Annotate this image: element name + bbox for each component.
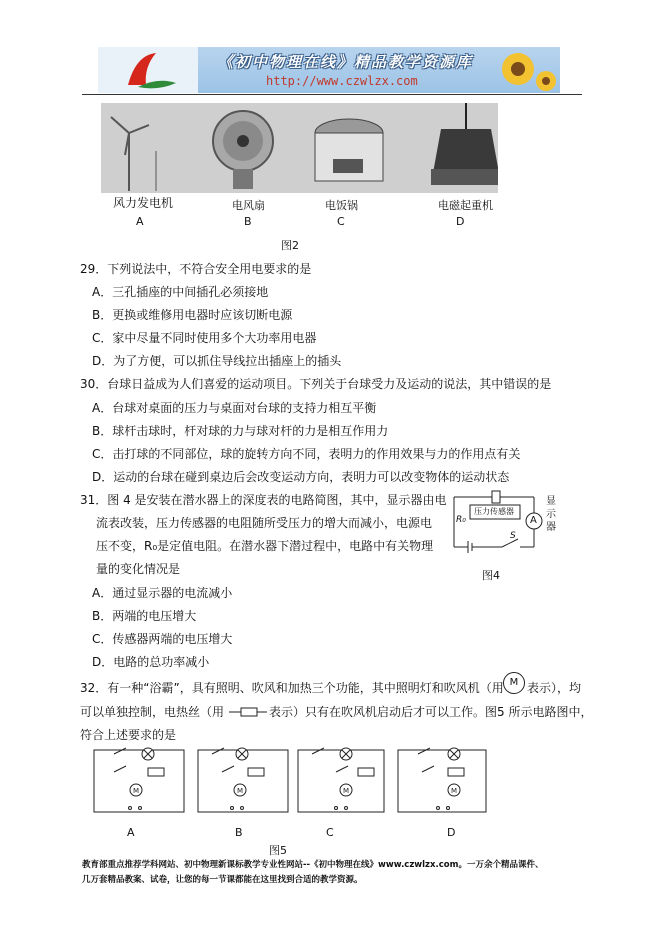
q31-line-2: 流表改装，压力传感器的电阻随所受压力的增大而减小，电源电 [96, 516, 433, 530]
figure2-letter-a: A [136, 215, 144, 228]
figure2-caption: 图2 [281, 239, 299, 252]
q30-option-c: C．击打球的不同部位，球的旋转方向不同，表明力的作用效果与力的作用点有关 [92, 447, 521, 461]
q31-option-c: C．传感器两端的电压增大 [92, 632, 233, 646]
q32-line-1a: 32．有一种“浴霸”，具有照明、吹风和加热三个功能，其中照明灯和吹风机（用 [80, 681, 504, 695]
q31-option-a: A．通过显示器的电流减小 [92, 586, 233, 600]
figure2-name-d: 电磁起重机 [438, 199, 493, 212]
circuit-b-motor-label: M [236, 787, 244, 795]
figure2-letter-c: C [337, 215, 345, 228]
q30-option-a: A．台球对桌面的压力与桌面对台球的支持力相互平衡 [92, 401, 377, 415]
q30-option-d: D．运动的台球在碰到桌边后会改变运动方向，表明力可以改变物体的运动状态 [92, 470, 510, 484]
figure4-switch-label: S [510, 531, 516, 541]
q31-line-1: 31．图 4 是安装在潜水器上的深度表的电路简图，其中，显示器由电 [80, 493, 447, 507]
figure5-letter-d: D [447, 826, 456, 839]
circuit-d [398, 748, 486, 812]
header-rule [82, 94, 582, 95]
figure4-circuit-diagram [446, 485, 558, 565]
figure2-letter-b: B [244, 215, 252, 228]
footer-line-2: 几万套精品教案、试卷，让您的每一节课都能在这里找到合适的教学资源。 [82, 875, 363, 885]
q29-option-c: C．家中尽量不同时使用多个大功率用电器 [92, 331, 317, 345]
circuit-a-motor-label: M [132, 787, 140, 795]
figure5-letter-c: C [326, 826, 334, 839]
figure2-photo-art [101, 103, 498, 193]
q31-line-3: 压不变，R₀是定值电阻。在潜水器下潜过程中，电路中有关物理 [96, 539, 434, 553]
q30-stem: 30．台球日益成为人们喜爱的运动项目。下列关于台球受力及运动的说法，其中错误的是 [80, 377, 552, 391]
q29-option-b: B．更换或维修用电器时应该切断电源 [92, 308, 293, 322]
circuit-a [94, 748, 184, 812]
header-banner [98, 47, 560, 93]
circuit-c-motor-label: M [342, 787, 350, 795]
figure2-name-a: 风力发电机 [113, 196, 174, 210]
figure4-ammeter-label: A [530, 515, 537, 526]
q29-option-d: D．为了方便，可以抓住导线拉出插座上的插头 [92, 354, 342, 368]
q31-line-4: 量的变化情况是 [96, 562, 181, 576]
figure2-name-c: 电饭锅 [325, 199, 358, 212]
q31-option-b: B．两端的电压增大 [92, 609, 197, 623]
rice-cooker-icon [315, 119, 383, 181]
circuit-d-motor-label: M [450, 787, 458, 795]
figure2-name-b: 电风扇 [232, 199, 265, 212]
figure5-caption: 图5 [269, 844, 287, 857]
banner-url[interactable]: http://www.czwlzx.com [266, 74, 418, 88]
q31-option-d: D．电路的总功率减小 [92, 655, 210, 669]
figure2-photos [101, 103, 498, 193]
q30-option-b: B．球杆击球时，杆对球的力与球对杆的力是相互作用力 [92, 424, 389, 438]
q32-line-2b: 表示）只有在吹风机启动后才可以工作。图5 所示电路图中， [269, 705, 593, 719]
banner-title: 《初中物理在线》精品教学资源库 [218, 53, 474, 71]
q32-line-3: 符合上述要求的是 [80, 728, 177, 742]
circuit-c [298, 748, 384, 812]
figure4-display-label: 显示器 [546, 496, 556, 533]
figure5-circuits [88, 742, 488, 822]
q32-line-1b: 表示），均 [527, 681, 582, 695]
footer-line-1: 教育部重点推荐学科网站、初中物理新课标教学专业性网站--《初中物理在线》www.czwlzx.com。一万余个精品课件、 [82, 860, 544, 870]
figure5-letter-b: B [235, 826, 243, 839]
figure2-letter-d: D [456, 215, 465, 228]
heater-symbol-icon [229, 705, 267, 719]
motor-symbol-icon: M [503, 672, 525, 694]
figure4-r0-label: R₀ [456, 515, 466, 525]
q29-option-a: A．三孔插座的中间插孔必须接地 [92, 285, 269, 299]
q32-line-2a: 可以单独控制，电热丝（用 [80, 705, 225, 719]
circuit-b [198, 748, 288, 812]
figure4-caption: 图4 [482, 569, 500, 582]
figure4-circuit [446, 485, 558, 565]
figure4-sensor-label: 压力传感器 [474, 507, 514, 516]
q29-stem: 29．下列说法中，不符合安全用电要求的是 [80, 262, 312, 276]
figure5-letter-a: A [127, 826, 135, 839]
